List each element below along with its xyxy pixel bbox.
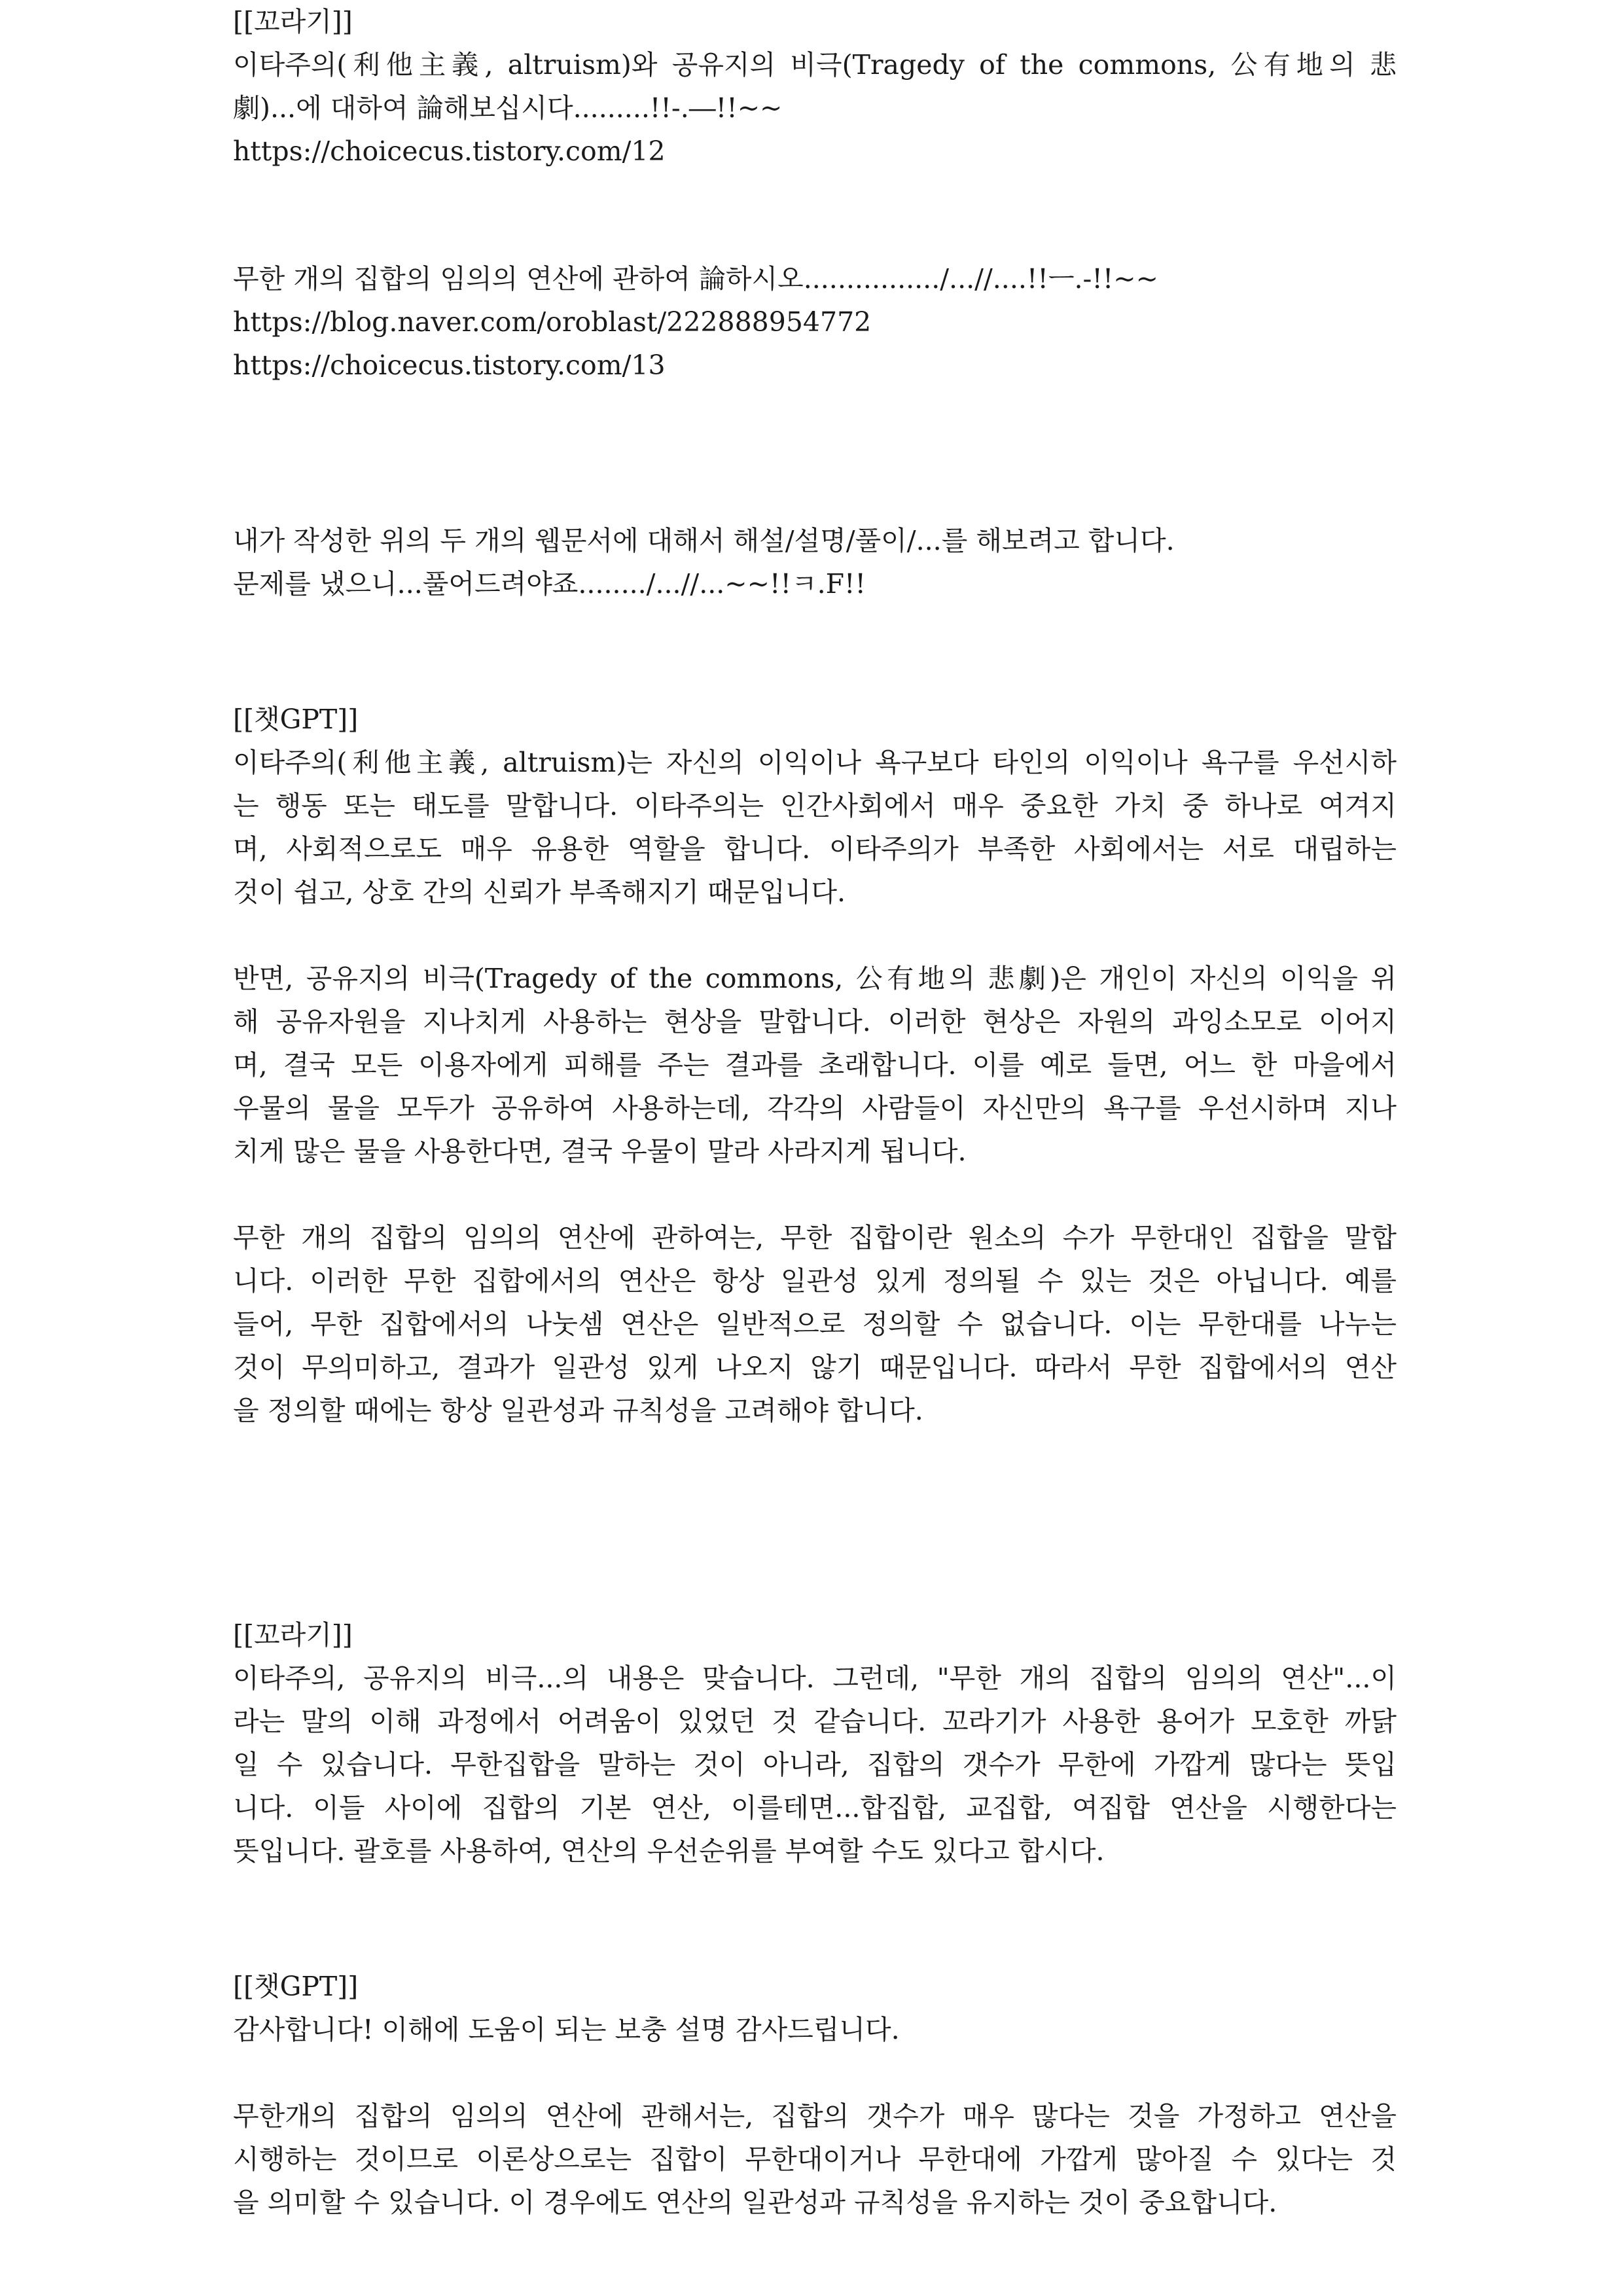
url-line: https://blog.naver.com/oroblast/222888954772 bbox=[233, 306, 872, 338]
text-line: 을 의미할 수 있습니다. 이 경우에도 연산의 일관성과 규칙성을 유지하는 것이 중요합니다. bbox=[233, 2187, 1277, 2218]
text-line: 들어, 무한 집합에서의 나눗셈 연산은 일반적으로 정의할 수 없습니다. 이는 무한대를 나누는 bbox=[233, 1308, 1397, 1340]
prompt-block-4 bbox=[233, 1613, 1397, 1873]
answer-paragraph-3 bbox=[233, 1216, 1397, 1432]
prompt-block-3 bbox=[233, 519, 1397, 605]
text-line: 劇)...에 대하여 論해보십시다.........!!-.―!!~~ bbox=[233, 92, 783, 124]
speaker-label: [[챗GPT]] bbox=[233, 704, 359, 735]
text-line: 뜻입니다. 괄호를 사용하여, 연산의 우선순위를 부여할 수도 있다고 합시다. bbox=[233, 1835, 1105, 1867]
answer-block-2 bbox=[233, 1965, 1397, 2051]
text-line: 시행하는 것이므로 이론상으로는 집합이 무한대이거나 무한대에 가깝게 많아질 수 있다는 것 bbox=[233, 2144, 1397, 2175]
url-line: https://choicecus.tistory.com/12 bbox=[233, 135, 666, 167]
text-line: 니다. 이러한 무한 집합에서의 연산은 항상 일관성 있게 정의될 수 있는 것은 아닙니다. 예를 bbox=[233, 1265, 1397, 1297]
text-line: 니다. 이들 사이에 집합의 기본 연산, 이를테면...합집합, 교집합, 여집합 연산을 시행한다는 bbox=[233, 1792, 1397, 1823]
text-line: 는 행동 또는 태도를 말합니다. 이타주의는 인간사회에서 매우 중요한 가치 중 하나로 여겨지 bbox=[233, 790, 1397, 821]
text-line: 문제를 냈으니...풀어드려야죠......../...//...~~!!ㅋ.F!! bbox=[233, 568, 866, 600]
text-line: 무한 개의 집합의 임의의 연산에 관하여 論하시오................/...//....!!ㅡ.-!!~~ bbox=[233, 263, 1159, 295]
prompt-block-1 bbox=[233, 0, 1397, 173]
text-line: 며, 사회적으로도 매우 유용한 역할을 합니다. 이타주의가 부족한 사회에서는 서로 대립하는 bbox=[233, 833, 1397, 865]
answer-paragraph-2 bbox=[233, 957, 1397, 1173]
answer-block-1 bbox=[233, 698, 1397, 914]
text-line: 감사합니다! 이해에 도움이 되는 보충 설명 감사드립니다. bbox=[233, 2014, 900, 2045]
text-line: 내가 작성한 위의 두 개의 웹문서에 대해서 해설/설명/풀이/...를 해보려고 합니다. bbox=[233, 525, 1175, 556]
text-line: 을 정의할 때에는 항상 일관성과 규칙성을 고려해야 합니다. bbox=[233, 1395, 923, 1426]
speaker-label: [[꼬라기]] bbox=[233, 6, 353, 37]
url-line: https://choicecus.tistory.com/13 bbox=[233, 350, 666, 381]
text-line: 며, 결국 모든 이용자에게 피해를 주는 결과를 초래합니다. 이를 예로 들면, 어느 한 마을에서 bbox=[233, 1049, 1397, 1081]
text-line: 이타주의(利他主義, altruism)와 공유지의 비극(Tragedy of the commons, 公有地의 悲 bbox=[233, 49, 1397, 81]
text-line: 우물의 물을 모두가 공유하여 사용하는데, 각각의 사람들이 자신만의 욕구를 우선시하며 지나 bbox=[233, 1092, 1397, 1124]
prompt-block-2 bbox=[233, 257, 1397, 387]
text-line: 무한 개의 집합의 임의의 연산에 관하여는, 무한 집합이란 원소의 수가 무한대인 집합을 말합 bbox=[233, 1222, 1397, 1253]
text-line: 이타주의(利他主義, altruism)는 자신의 이익이나 욕구보다 타인의 이익이나 욕구를 우선시하 bbox=[233, 747, 1397, 778]
speaker-label: [[꼬라기]] bbox=[233, 1619, 353, 1651]
text-line: 해 공유자원을 지나치게 사용하는 현상을 말합니다. 이러한 현상은 자원의 과잉소모로 이어지 bbox=[233, 1006, 1397, 1037]
speaker-label: [[챗GPT]] bbox=[233, 1971, 359, 2002]
text-line: 치게 많은 물을 사용한다면, 결국 우물이 말라 사라지게 됩니다. bbox=[233, 1136, 967, 1167]
document-page bbox=[233, 0, 1397, 2296]
text-line: 라는 말의 이해 과정에서 어려움이 있었던 것 같습니다. 꼬라기가 사용한 용어가 모호한 까닭 bbox=[233, 1706, 1397, 1737]
text-line: 것이 쉽고, 상호 간의 신뢰가 부족해지기 때문입니다. bbox=[233, 876, 846, 908]
answer-paragraph-5 bbox=[233, 2094, 1397, 2224]
text-line: 것이 무의미하고, 결과가 일관성 있게 나오지 않기 때문입니다. 따라서 무한 집합에서의 연산 bbox=[233, 1352, 1397, 1383]
text-line: 일 수 있습니다. 무한집합을 말하는 것이 아니라, 집합의 갯수가 무한에 가깝게 많다는 뜻입 bbox=[233, 1749, 1397, 1780]
text-line: 반면, 공유지의 비극(Tragedy of the commons, 公有地의 悲劇)은 개인이 자신의 이익을 위 bbox=[233, 963, 1397, 994]
text-line: 무한개의 집합의 임의의 연산에 관해서는, 집합의 갯수가 매우 많다는 것을 가정하고 연산을 bbox=[233, 2100, 1397, 2132]
text-line: 이타주의, 공유지의 비극...의 내용은 맞습니다. 그런데, "무한 개의 집합의 임의의 연산"...이 bbox=[233, 1662, 1397, 1694]
